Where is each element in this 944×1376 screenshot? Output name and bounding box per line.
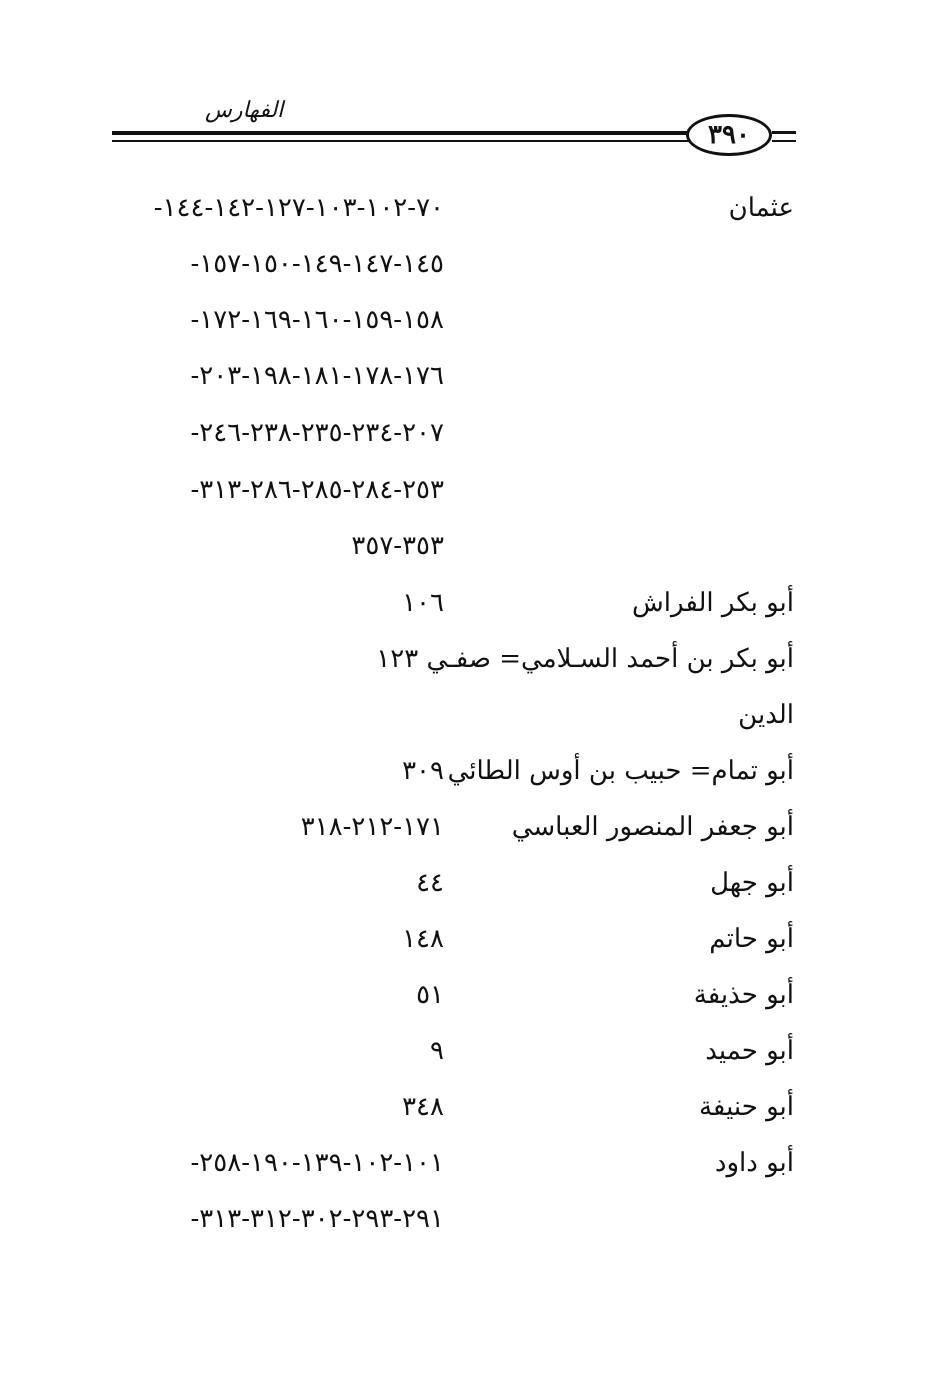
entry-name: أبو جعفر المنصور العباسي <box>511 812 794 842</box>
entry-pages: -١٤٥-١٤٧-١٤٩-١٥٠-١٥٧ <box>190 249 444 279</box>
entry-name: عثمان <box>728 193 794 223</box>
entry-pages: ١٧١-٢١٢-٣١٨ <box>300 812 444 842</box>
entry-pages: ٩ <box>430 1036 444 1066</box>
entry-pages: ٣٥٣-٣٥٧ <box>351 531 444 561</box>
entry-pages: -١٧٦-١٧٨-١٨١-١٩٨-٢٠٣ <box>190 361 444 391</box>
entry-pages: -١٠١-١٠٢-١٣٩-١٩٠-٢٥٨ <box>190 1148 444 1178</box>
entry-pages: ٣٠٩ <box>402 756 444 786</box>
entry-name: أبو بكر الفراش <box>632 588 794 618</box>
entry-name: أبو داود <box>714 1148 794 1178</box>
entry-pages: ١٠٦ <box>402 588 444 618</box>
page-number: ٣٩٠ <box>686 114 772 156</box>
entry-name: أبو حذيفة <box>693 980 794 1010</box>
entry-pages: -٢٥٣-٢٨٤-٢٨٥-٢٨٦-٣١٣ <box>190 475 444 505</box>
entry-name: أبو جهل <box>710 868 794 898</box>
entry-pages: -١٥٨-١٥٩-١٦٠-١٦٩-١٧٢ <box>190 305 444 335</box>
entry-name: أبو حميد <box>705 1036 794 1066</box>
entry-name: أبو حاتم <box>709 924 794 954</box>
entry-name: أبو تمام= حبيب بن أوس الطائي <box>447 756 794 786</box>
header-title: الفهارس <box>205 98 284 123</box>
entry-pages: ١٤٨ <box>402 924 444 954</box>
entry-pages: -٢٠٧-٢٣٤-٢٣٥-٢٣٨-٢٤٦ <box>190 418 444 448</box>
entry-pages: ٥١ <box>416 980 444 1010</box>
entry-name: أبو حنيفة <box>698 1092 794 1122</box>
entry-pages: -٧٠-١٠٢-١٠٣-١٢٧-١٤٢-١٤٤ <box>153 193 444 223</box>
entry-name-continued: الدين <box>738 700 794 730</box>
entry-pages: ٣٤٨ <box>402 1092 444 1122</box>
entry-pages: -٢٩١-٢٩٣-٣٠٢-٣١٢-٣١٣ <box>190 1204 444 1234</box>
entry-pages: ٤٤ <box>416 868 444 898</box>
entry-name: أبو بكر بن أحمد السـلامي= صفـي ١٢٣ <box>376 644 794 674</box>
